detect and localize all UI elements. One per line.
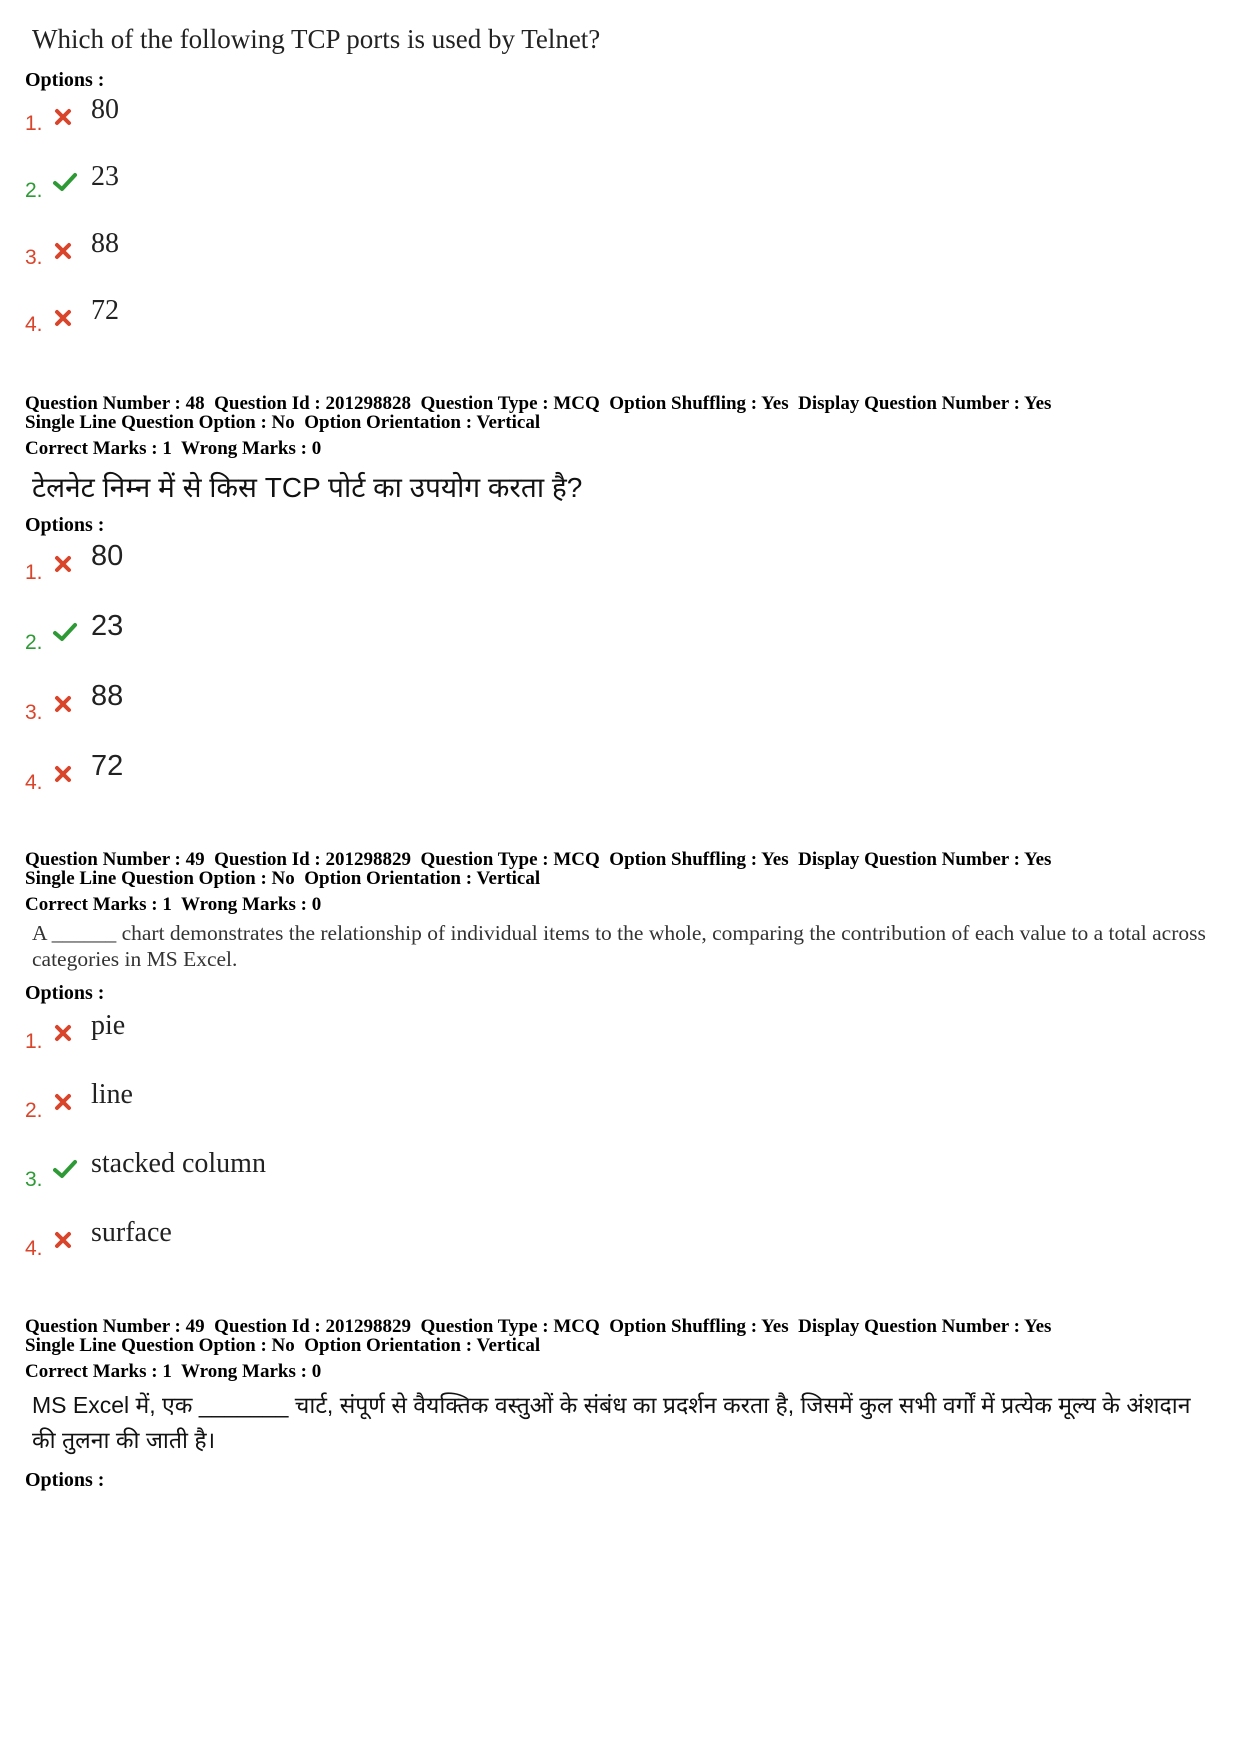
option-text: stacked column: [91, 1148, 266, 1179]
option-number: 4.: [25, 771, 43, 794]
option-number: 1.: [25, 561, 43, 584]
marks-line: Correct Marks : 1 Wrong Marks : 0: [25, 1361, 322, 1382]
question-meta-line-2: Single Line Question Option : No Option Orientation : Vertical: [25, 868, 541, 889]
check-icon: [53, 622, 77, 642]
cross-icon: [53, 1230, 73, 1250]
cross-icon: [53, 1092, 73, 1112]
options-label: Options :: [25, 1469, 105, 1491]
question-meta-line-2: Single Line Question Option : No Option Orientation : Vertical: [25, 1335, 541, 1356]
question-meta-line-1: Question Number : 49 Question Id : 201298829 Question Type : MCQ Option Shuffling : Yes Display Question Number : Yes: [25, 1316, 1052, 1337]
option-text: 23: [91, 610, 124, 642]
check-icon: [53, 1159, 77, 1179]
cross-icon: [53, 554, 73, 574]
option-number: 3.: [25, 1168, 43, 1191]
option-text: 88: [91, 680, 124, 712]
option-text: 72: [91, 295, 119, 326]
options-label: Options :: [25, 514, 105, 536]
cross-icon: [53, 107, 73, 127]
question-text: MS Excel में, एक _______ चार्ट, संपूर्ण से वैयक्तिक वस्तुओं के संबंध का प्रदर्शन करता है, जिसमें कुल सभी वर्गों में प्रत्येक मूल्य के अंशदान की तुलना की जाती है।: [32, 1392, 1191, 1453]
question-meta-line-2: Single Line Question Option : No Option Orientation : Vertical: [25, 412, 541, 433]
option-text: surface: [91, 1217, 172, 1248]
option-number: 4.: [25, 1237, 43, 1260]
options-label: Options :: [25, 982, 105, 1004]
option-text: pie: [91, 1010, 126, 1041]
check-icon: [53, 172, 77, 192]
option-number: 1.: [25, 112, 43, 135]
option-text: 80: [91, 540, 124, 572]
option-text: 88: [91, 228, 119, 259]
question-text: टेलनेट निम्न में से किस TCP पोर्ट का उपयोग करता है?: [32, 472, 583, 503]
option-number: 3.: [25, 701, 43, 724]
option-text: 72: [91, 750, 124, 782]
cross-icon: [53, 308, 73, 328]
question-meta-line-1: Question Number : 48 Question Id : 201298828 Question Type : MCQ Option Shuffling : Yes Display Question Number : Yes: [25, 393, 1052, 414]
option-number: 4.: [25, 313, 43, 336]
cross-icon: [53, 764, 73, 784]
marks-line: Correct Marks : 1 Wrong Marks : 0: [25, 894, 322, 915]
option-text: 80: [91, 94, 119, 125]
options-label: Options :: [25, 69, 105, 91]
option-number: 2.: [25, 631, 43, 654]
question-text: Which of the following TCP ports is used by Telnet?: [32, 24, 601, 54]
option-text: 23: [91, 161, 119, 192]
cross-icon: [53, 1023, 73, 1043]
option-number: 3.: [25, 246, 43, 269]
option-number: 2.: [25, 1099, 43, 1122]
marks-line: Correct Marks : 1 Wrong Marks : 0: [25, 438, 322, 459]
option-number: 2.: [25, 179, 43, 202]
option-number: 1.: [25, 1030, 43, 1053]
cross-icon: [53, 241, 73, 261]
question-text: A ______ chart demonstrates the relationship of individual items to the whole, comparing the contribution of each value to a total across categories in MS Excel.: [32, 921, 1206, 971]
cross-icon: [53, 694, 73, 714]
question-meta-line-1: Question Number : 49 Question Id : 201298829 Question Type : MCQ Option Shuffling : Yes Display Question Number : Yes: [25, 849, 1052, 870]
option-text: line: [91, 1079, 133, 1110]
